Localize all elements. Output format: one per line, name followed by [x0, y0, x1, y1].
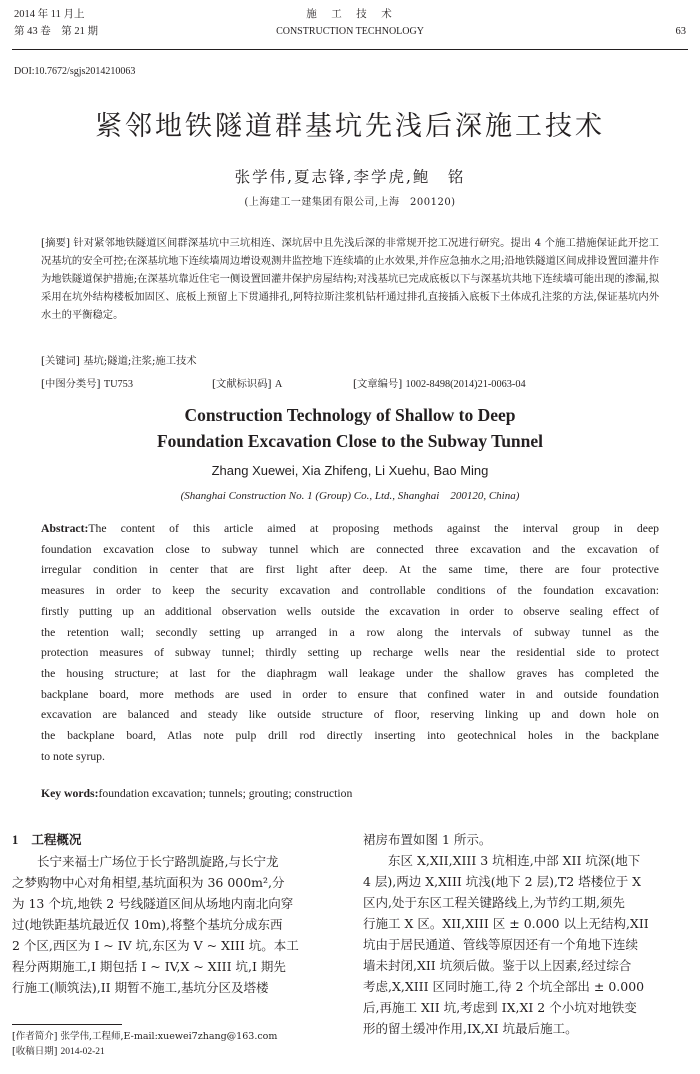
- body-line: 后,再施工 XII 坑,考虑到 IX,XI 2 个小坑对地铁变: [363, 1000, 637, 1015]
- title-en-line1: Construction Technology of Shallow to Deep: [184, 405, 516, 425]
- abstract-en-line: protection measures of subway tunnel; thirdly setting up recharge wells near the residential side to protect: [41, 646, 659, 660]
- abstract-en-line: irregular condition in center that are first light after deep. At the same time, there are four protective: [41, 563, 659, 577]
- body-left-column: [12, 829, 337, 998]
- doi: DOI:10.7672/sgjs2014210063: [14, 66, 136, 77]
- title-en: [0, 402, 700, 454]
- document-code: [212, 375, 282, 390]
- footnote-author-text: 张学伟,工程师,E-mail:xuewei7zhang@163.com: [60, 1031, 278, 1042]
- abstract-en-line: the retention wall; secondly setting up arranged in a row along the intervals of subway tunnel as the: [41, 625, 659, 639]
- header-journal-en: CONSTRUCTION TECHNOLOGY: [276, 26, 424, 37]
- header-journal-cn: 施 工 技 术: [306, 9, 394, 20]
- footnote-received-label: [收稿日期]: [12, 1046, 58, 1057]
- body-line: 考虑,X,XIII 区同时施工,待 2 个坑全部出 ± 0.000: [363, 979, 645, 994]
- body-line: 坑由于居民通道、管线等原因还有一个角地下连续: [363, 937, 639, 952]
- footnote-received-text: 2014-02-21: [60, 1047, 105, 1057]
- body-line: 过(地铁距基坑最近仅 10m),将整个基坑分成东西: [12, 917, 283, 932]
- clc-label: [中图分类号]: [41, 378, 101, 390]
- abstract-en-line: excavation are balanced and steady like outside structure of floor, reserving linking up and down hole on: [41, 708, 659, 722]
- body-line: 程分两期施工,I 期包括 I ~ IV,X ~ XIII 坑,I 期先: [12, 959, 286, 974]
- keywords-cn-text: 基坑;隧道;注浆;施工技术: [83, 355, 197, 367]
- body-line: 为 13 个坑,地铁 2 号线隧道区间从场地内南北向穿: [12, 896, 294, 911]
- body-line: 裙房布置如图 1 所示。: [363, 832, 492, 847]
- title-en-line2: Foundation Excavation Close to the Subway Tunnel: [156, 431, 544, 451]
- abstract-en-line: measures in order to keep the security excavation and controllable conditions of the foundation excavation:: [41, 584, 659, 598]
- abstract-cn-text: 针对紧邻地铁隧道区间群深基坑中三坑相连、深坑居中且先浅后深的非常规开挖工况进行研究。提出 4 个施工措施保证此开挖工况基坑的安全可控;在深基坑地下连续墙周边增设观测井监控地下连续墙的止水效果,并作应急抽水之用;沿地铁隧道区间成排设置回灌井作为地铁隧道保护措施;在深基坑靠近住宅一侧设置回灌井保护房屋结构;对浅基坑已完成底板以下与深基坑共地下连续墙可能出现的渗漏,拟采用在坑外结构楼板加固区、底板上预留上下贯通排孔,阿特拉斯注浆机钻杆通过排孔直接插入底板下土体成孔注浆的方法,保证基坑内外水土的平衡稳定。: [41, 237, 659, 321]
- clc-number: [41, 375, 133, 390]
- abstract-cn: [41, 234, 659, 324]
- abstract-en-line: the backplane board, Atlas note pulp drill rod directly inserting into geotechnical holes in the backplane: [41, 729, 659, 743]
- title-cn: 紧邻地铁隧道群基坑先浅后深施工技术: [95, 111, 605, 142]
- abstract-en-line: backplane board, more methods are used in order to ensure that confined water in and outside foundation: [41, 687, 659, 701]
- document-code-label: [文献标识码]: [212, 378, 272, 390]
- affiliation-cn: (上海建工一建集团有限公司,上海 200120): [244, 197, 456, 208]
- authors-cn: 张学伟,夏志锋,李学虎,鲍 铭: [234, 168, 466, 186]
- abstract-en-label: Abstract:: [41, 522, 89, 535]
- keywords-cn: [41, 352, 197, 367]
- abstract-en-line: firstly putting up an additional observation wells outside the excavation in order to observe sealing effect of: [41, 604, 659, 618]
- header-page-number: 63: [675, 26, 686, 37]
- footnote-received: [12, 1045, 105, 1059]
- header-rule: [12, 49, 688, 50]
- keywords-cn-label: [关键词]: [41, 355, 80, 367]
- article-number-value: 1002-8498(2014)21-0063-04: [405, 379, 526, 390]
- affiliation-en: (Shanghai Construction No. 1 (Group) Co., Ltd., Shanghai 200120, China): [180, 490, 520, 502]
- keywords-en-text: foundation excavation; tunnels; grouting; construction: [98, 787, 353, 800]
- section1-heading-number: 1: [12, 833, 19, 847]
- header-date: 2014 年 11 月上: [14, 9, 85, 20]
- abstract-en: [41, 519, 659, 767]
- authors-en: Zhang Xuewei, Xia Zhifeng, Li Xuehu, Bao Ming: [211, 463, 489, 478]
- abstract-en-line: The content of this article aimed at proposing methods against the interval group in deep: [88, 522, 659, 535]
- body-line: 东区 X,XII,XIII 3 坑相连,中部 XII 坑深(地下: [388, 853, 641, 868]
- clc-value: TU753: [103, 379, 133, 390]
- body-line: 4 层),两边 X,XIII 坑浅(地下 2 层),T2 塔楼位于 X: [363, 874, 642, 889]
- body-right-column: [363, 829, 688, 1039]
- footnote-author-label: [作者简介]: [12, 1031, 58, 1042]
- body-line: 行施工 X 区。XII,XIII 区 ± 0.000 以上无结构,XII: [363, 916, 649, 931]
- article-number: [353, 375, 526, 390]
- body-line: 之梦购物中心对角相望,基坑面积为 36 000m²,分: [12, 875, 285, 890]
- header-volume-issue: 第 43 卷 第 21 期: [14, 26, 98, 37]
- article-number-label: [文章编号]: [353, 378, 403, 390]
- body-line: 长宁来福士广场位于长宁路凯旋路,与长宁龙: [37, 854, 279, 869]
- section1-heading-text: 工程概况: [31, 832, 82, 847]
- body-line: 行施工(顺筑法),II 期暂不施工,基坑分区及塔楼: [12, 980, 269, 995]
- body-line: 形的留土缓冲作用,IX,XI 坑最后施工。: [363, 1021, 578, 1036]
- section1-heading: [12, 829, 337, 851]
- body-line: 墙未封闭,XII 坑须后做。鉴于以上因素,经过综合: [363, 958, 632, 973]
- abstract-en-line: to note syrup.: [41, 749, 105, 763]
- keywords-en: [41, 787, 352, 800]
- abstract-en-line: the housing structure; at last for the diaphragm wall leakage under the shallow graves has completed the: [41, 666, 659, 680]
- footnote-author: [12, 1030, 277, 1044]
- abstract-en-line: foundation excavation close to subway tunnel which are connected three excavation and the excavation of: [41, 542, 659, 556]
- abstract-cn-label: [摘要]: [41, 237, 70, 249]
- document-code-value: A: [274, 379, 283, 390]
- footnote-rule: [12, 1024, 122, 1025]
- body-line: 2 个区,西区为 I ~ IV 坑,东区为 V ~ XIII 坑。本工: [12, 938, 299, 953]
- body-line: 区内,处于东区工程关键路线上,为节约工期,须先: [363, 895, 625, 910]
- keywords-en-label: Key words:: [41, 787, 99, 800]
